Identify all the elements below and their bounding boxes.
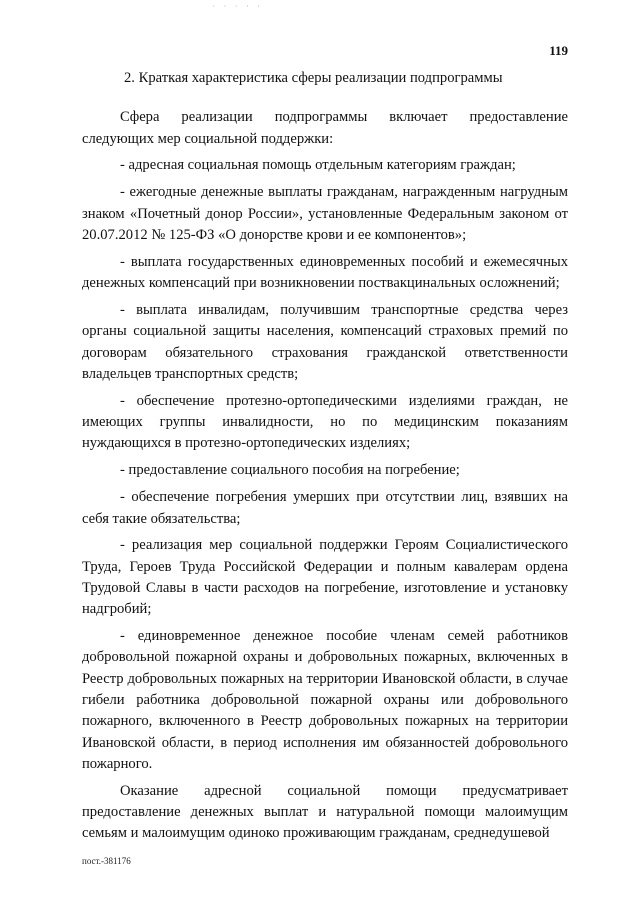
intro-paragraph: Сфера реализации подпрограммы включает предоставление следующих мер социальной поддержки: [82, 109, 568, 147]
document-footer-code: пост.-381176 [82, 856, 131, 866]
list-item-targeted-assistance: - адресная социальная помощь отдельным категориям граждан; [120, 157, 516, 174]
list-item-burial-allowance: - предоставление социального пособия на погребение; [120, 462, 460, 479]
list-item-insurance-compensation: - выплата инвалидам, получившим транспортные средства через органы социальной защиты населения, компенсаций страховых премий по договорам обязательного страхования гражданской ответственности владельцев транспортных средств; [82, 302, 568, 382]
list-item-prosthetics: - обеспечение протезно-ортопедическими изделиями граждан, не имеющих группы инвалидности, но по медицинским показаниям нуждающихся в протезно-ортопедических изделиях; [82, 392, 568, 452]
scan-artifact-marks: · · · · · [212, 3, 263, 10]
list-item-burial-provision: - обеспечение погребения умерших при отсутствии лиц, взявших на себя такие обязательства; [82, 489, 568, 527]
section-title: 2. Краткая характеристика сферы реализации подпрограммы [124, 70, 503, 86]
list-item-heroes-support: - реализация мер социальной поддержки Героям Социалистического Труда, Героев Труда Российской Федерации и полным кавалерам ордена Трудовой Славы в части расходов на погребение, изготовление и установку надгробий; [82, 537, 568, 618]
page-number: 119 [549, 43, 568, 58]
document-body [82, 68, 568, 845]
closing-paragraph: Оказание адресной социальной помощи предусматривает предоставление денежных выплат и натуральной помощи малоимущим семьям и малоимущим одиноко проживающим гражданам, среднедушевой [82, 782, 568, 842]
list-item-donor-payments: - ежегодные денежные выплаты гражданам, награжденным нагрудным знаком «Почетный донор России», установленные Федеральным законом от 20.07.2012 № 125-ФЗ «О донорстве крови и ее компонентов»; [82, 184, 568, 243]
list-item-vaccination-compensation: - выплата государственных единовременных пособий и ежемесячных денежных компенсаций при возникновении поствакцинальных осложнений; [82, 253, 568, 292]
list-item-firefighter-families: - единовременное денежное пособие членам семей работников добровольной пожарной охраны и добровольных пожарных, включенных в Реестр добровольных пожарных на территории Ивановской области, в случае гибели работника добровольной пожарной охраны или добровольного пожарного, включенного в Реестр добровольных пожарных на территории Ивановской области, в период исполнения им обязанностей добровольного пожарного. [82, 628, 568, 772]
